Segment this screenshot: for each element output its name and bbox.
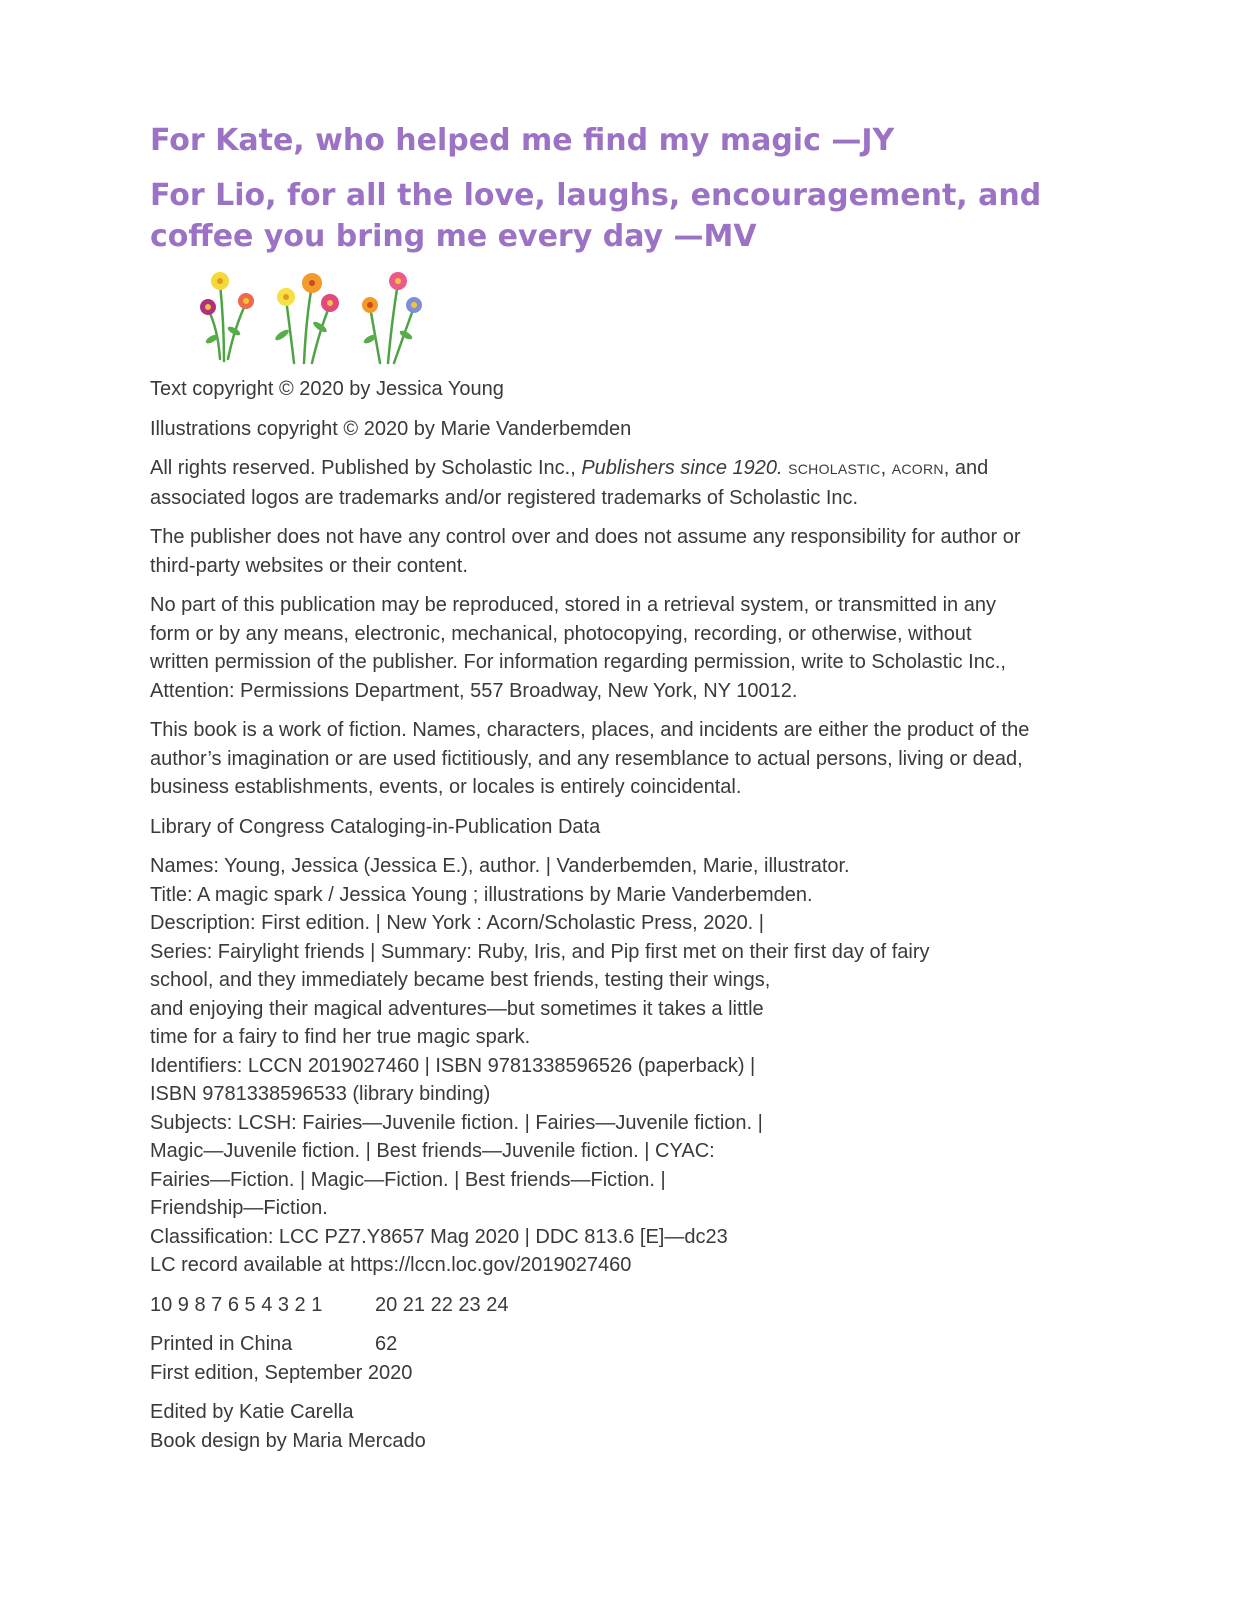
fiction-notice (150, 716, 1110, 802)
cip-line: Description: First edition. | New York : Acorn/Scholastic Press, 2020. | (150, 912, 764, 934)
text-copyright: Text copyright © 2020 by Jessica Young (150, 378, 504, 400)
website-disclaimer (150, 523, 1110, 580)
cip-line: Friendship—Fiction. (150, 1197, 328, 1219)
reproduction-line-4: Attention: Permissions Department, 557 Broadway, New York, NY 10012. (150, 679, 798, 702)
fiction-line-2: author’s imagination or are used fictitiously, and any resemblance to actual persons, living or dead, (150, 747, 1023, 770)
cip-line: Magic—Juvenile fiction. | Best friends—Juvenile fiction. | CYAC: (150, 1140, 715, 1162)
cip-line: Subjects: LCSH: Fairies—Juvenile fiction. | Fairies—Juvenile fiction. | (150, 1111, 763, 1134)
printer-code: 62 (375, 1333, 398, 1355)
illustrations-copyright: Illustrations copyright © 2020 by Marie Vanderbemden (150, 417, 632, 440)
cip-line: Fairies—Fiction. | Magic—Fiction. | Best friends—Fiction. | (150, 1168, 666, 1191)
editor-credit: Edited by Katie Carella (150, 1401, 354, 1423)
edition-date: First edition, September 2020 (150, 1361, 413, 1384)
design-credit: Book design by Maria Mercado (150, 1429, 426, 1452)
printed-in-row (150, 1330, 1110, 1359)
reproduction-line-2: form or by any means, electronic, mechanical, photocopying, recording, or otherwise, without (150, 622, 972, 645)
rights-line-2: associated logos are trademarks and/or registered trademarks of Scholastic Inc. (150, 486, 859, 509)
copyright-page (150, 120, 1110, 1455)
cip-line: Identifiers: LCCN 2019027460 | ISBN 9781338596526 (paperback) | (150, 1054, 756, 1077)
cip-data-block (150, 852, 1110, 1280)
printing-numbers: 10 9 8 7 6 5 4 3 2 1 (150, 1293, 323, 1316)
fiction-line-3: business establishments, events, or locales is entirely coincidental. (150, 776, 742, 798)
rights-statement (150, 454, 1110, 512)
rights-rest: , and (943, 457, 989, 479)
reproduction-notice (150, 591, 1110, 705)
scholastic-trademark: SCHOLASTIC (788, 461, 881, 477)
print-info (150, 1330, 1110, 1387)
publishers-since: Publishers since 1920. (581, 457, 783, 479)
cip-line: time for a fairy to find her true magic spark. (150, 1026, 531, 1048)
dedication-mv (150, 175, 1110, 257)
reproduction-line-1: No part of this publication may be reproduced, stored in a retrieval system, or transmitted in any (150, 594, 996, 616)
rights-comma: , (880, 457, 892, 479)
disclaimer-line-2: third-party websites or their content. (150, 554, 468, 577)
cip-line: Classification: LCC PZ7.Y8657 Mag 2020 | DDC 813.6 [E]—dc23 (150, 1225, 728, 1248)
cip-line: and enjoying their magical adventures—but sometimes it takes a little (150, 997, 764, 1020)
fiction-line-1: This book is a work of fiction. Names, characters, places, and incidents are either the product of the (150, 719, 1030, 741)
cip-line: LC record available at https://lccn.loc.gov/2019027460 (150, 1254, 632, 1276)
cip-heading: Library of Congress Cataloging-in-Publication Data (150, 815, 601, 838)
reproduction-line-3: written permission of the publisher. For information regarding permission, write to Scholastic Inc., (150, 651, 1006, 673)
disclaimer-line-1: The publisher does not have any control over and does not assume any responsibility for author or (150, 526, 1021, 548)
flower-bouquets-illustration (194, 269, 434, 369)
printing-line (150, 1291, 1110, 1320)
rights-lead: All rights reserved. Published by Scholastic Inc., (150, 457, 582, 479)
cip-line: Title: A magic spark / Jessica Young ; illustrations by Marie Vanderbemden. (150, 883, 813, 906)
printing-years: 20 21 22 23 24 (375, 1293, 509, 1316)
dedication-mv-line-2: coffee you bring me every day —MV (150, 219, 757, 254)
credits (150, 1398, 1110, 1455)
printed-in: Printed in China (150, 1333, 293, 1355)
cip-line: ISBN 9781338596533 (library binding) (150, 1083, 491, 1105)
cip-line: school, and they immediately became best friends, testing their wings, (150, 969, 771, 991)
cip-line: Series: Fairylight friends | Summary: Ruby, Iris, and Pip first met on their first day of fairy (150, 940, 930, 963)
dedication-mv-line-1: For Lio, for all the love, laughs, encouragement, and (150, 178, 1042, 213)
cip-line: Names: Young, Jessica (Jessica E.), author. | Vanderbemden, Marie, illustrator. (150, 855, 850, 877)
acorn-trademark: ACORN (891, 461, 944, 477)
dedication-jy: For Kate, who helped me find my magic —JY (150, 123, 895, 158)
